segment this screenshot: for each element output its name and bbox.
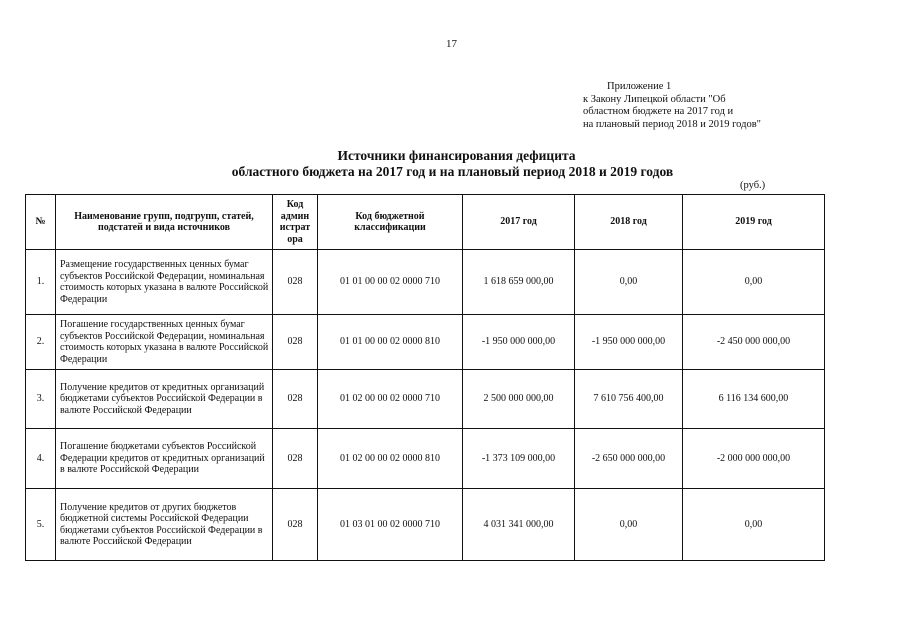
row-budget-code: 01 01 00 00 02 0000 810 [318, 315, 463, 370]
table-row [26, 370, 825, 429]
row-2018: 7 610 756 400,00 [575, 370, 683, 429]
row-admin-code: 028 [273, 315, 318, 370]
row-2017: 1 618 659 000,00 [463, 250, 575, 315]
row-budget-code: 01 03 01 00 02 0000 710 [318, 489, 463, 561]
row-2017: 4 031 341 000,00 [463, 489, 575, 561]
appendix-line: Приложение 1 [607, 81, 672, 92]
document-title [0, 148, 905, 180]
row-name: Погашение бюджетами субъектов Российской Федерации кредитов от кредитных организаций в валюте Российской Федерации [56, 429, 273, 489]
appendix-note [583, 81, 761, 131]
row-2019: 0,00 [683, 489, 825, 561]
row-2019: 6 116 134 600,00 [683, 370, 825, 429]
row-name: Получение кредитов от кредитных организаций бюджетами субъектов Российской Федерации в валюте Российской Федерации [56, 370, 273, 429]
row-num: 4. [26, 429, 56, 489]
title-line-1: Источники финансирования дефицита [337, 148, 576, 163]
appendix-line: к Закону Липецкой области "Об [583, 93, 726, 105]
appendix-line: на плановый период 2018 и 2019 годов" [583, 118, 761, 130]
row-admin-code: 028 [273, 250, 318, 315]
row-budget-code: 01 02 00 00 02 0000 810 [318, 429, 463, 489]
row-2017: 2 500 000 000,00 [463, 370, 575, 429]
header-name: Наименование групп, подгрупп, статей, подстатей и вида источников [56, 195, 273, 250]
sources-table [25, 194, 825, 561]
page-number: 17 [446, 38, 457, 50]
table-row [26, 489, 825, 561]
row-budget-code: 01 02 00 00 02 0000 710 [318, 370, 463, 429]
table-header-row [26, 195, 825, 250]
row-admin-code: 028 [273, 429, 318, 489]
table-row [26, 429, 825, 489]
table-row [26, 250, 825, 315]
row-2018: -1 950 000 000,00 [575, 315, 683, 370]
header-2018: 2018 год [575, 195, 683, 250]
row-num: 3. [26, 370, 56, 429]
row-name: Получение кредитов от других бюджетов бюджетной системы Российской Федерации бюджетами субъектов Российской Федерации в валюте Российской Федерации [56, 489, 273, 561]
row-2018: -2 650 000 000,00 [575, 429, 683, 489]
row-num: 1. [26, 250, 56, 315]
header-budget-code: Код бюджетной классификации [318, 195, 463, 250]
row-2019: 0,00 [683, 250, 825, 315]
row-name: Размещение государственных ценных бумаг субъектов Российской Федерации, номинальная стоимость которых указана в валюте Российской Федерации [56, 250, 273, 315]
row-num: 2. [26, 315, 56, 370]
row-num: 5. [26, 489, 56, 561]
header-admin-code: Код админ истрат ора [273, 195, 318, 250]
row-2017: -1 950 000 000,00 [463, 315, 575, 370]
row-2018: 0,00 [575, 489, 683, 561]
row-2019: -2 000 000 000,00 [683, 429, 825, 489]
row-admin-code: 028 [273, 489, 318, 561]
title-line-2: областного бюджета на 2017 год и на плановый период 2018 и 2019 годов [231, 164, 674, 179]
header-2019: 2019 год [683, 195, 825, 250]
table-row [26, 315, 825, 370]
row-name: Погашение государственных ценных бумаг субъектов Российской Федерации, номинальная стоимость которых указана в валюте Российской Федерации [56, 315, 273, 370]
row-budget-code: 01 01 00 00 02 0000 710 [318, 250, 463, 315]
row-2018: 0,00 [575, 250, 683, 315]
header-2017: 2017 год [463, 195, 575, 250]
appendix-line: областном бюджете на 2017 год и [583, 106, 734, 117]
row-2019: -2 450 000 000,00 [683, 315, 825, 370]
header-num: № [26, 195, 56, 250]
currency-unit: (руб.) [740, 180, 766, 191]
row-2017: -1 373 109 000,00 [463, 429, 575, 489]
row-admin-code: 028 [273, 370, 318, 429]
